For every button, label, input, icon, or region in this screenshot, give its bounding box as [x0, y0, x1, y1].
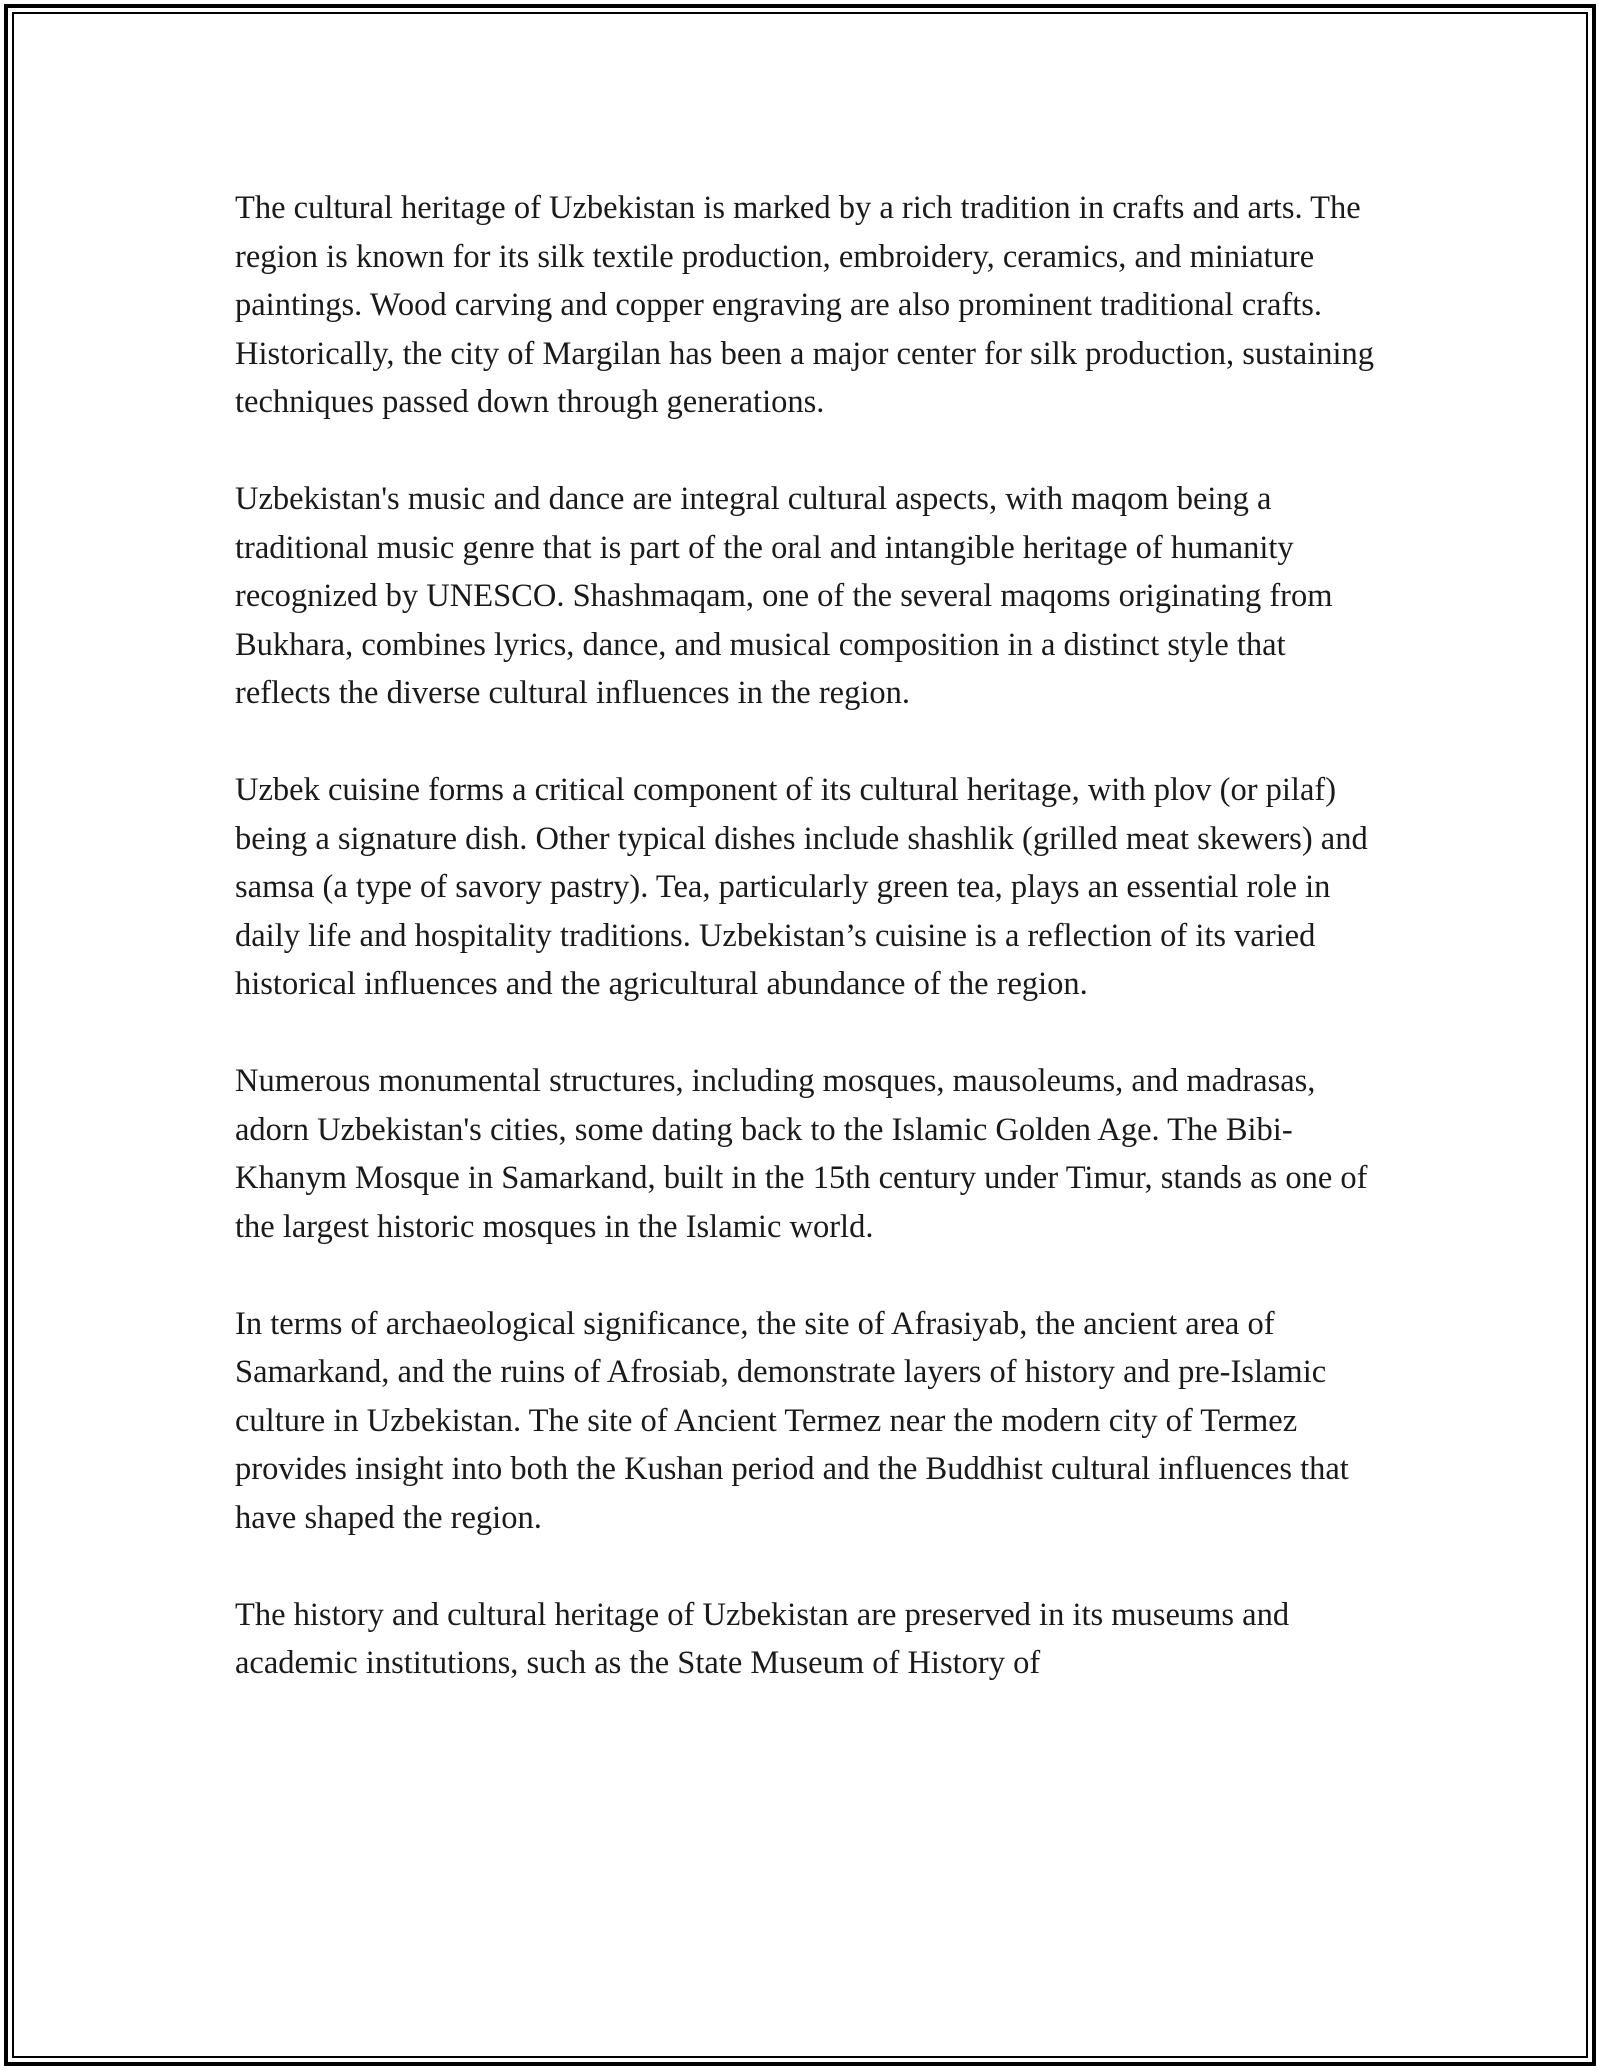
paragraph-archaeology: In terms of archaeological significance, the site of Afrasiyab, the ancient area of Samarkand, and the ruins of Afrosiab, demonstrate layers of history and pre-Islamic culture in Uzbekistan. The site of Ancient Termez near the modern city of Termez provides insight into both the Kushan period and the Buddhist cultural influences that have shaped the region. [235, 1305, 1349, 1536]
paragraph-monuments: Numerous monumental structures, including mosques, mausoleums, and madrasas, adorn Uzbekistan's cities, some dating back to the Islamic Golden Age. The Bibi-Khanym Mosque in Samarkand, built in the 15th century under Timur, stands as one of the largest historic mosques in the Islamic world. [235, 1063, 1368, 1245]
paragraph-museums: The history and cultural heritage of Uzbekistan are preserved in its museums and academic institutions, such as the State Museum of History of [235, 1596, 1290, 1681]
paragraph-crafts: The cultural heritage of Uzbekistan is marked by a rich tradition in crafts and arts. The region is known for its silk textile production, embroidery, ceramics, and miniature paintings. Wood carving and copper engraving are also prominent traditional crafts. Historically, the city of Margilan has been a major center for silk production, sustaining techniques passed down through generations. [235, 190, 1375, 420]
document-body [235, 184, 1375, 1688]
paragraph-music-dance: Uzbekistan's music and dance are integral cultural aspects, with maqom being a traditional music genre that is part of the oral and intangible heritage of humanity recognized by UNESCO. Shashmaqam, one of the several maqoms originating from Bukhara, combines lyrics, dance, and musical composition in a distinct style that reflects the diverse cultural influences in the region. [235, 481, 1333, 711]
paragraph-cuisine: Uzbek cuisine forms a critical component of its cultural heritage, with plov (or pilaf) being a signature dish. Other typical dishes include shashlik (grilled meat skewers) and samsa (a type of savory pastry). Tea, particularly green tea, plays an essential role in daily life and hospitality traditions. Uzbekistan’s cuisine is a reflection of its varied historical influences and the agricultural abundance of the region. [235, 772, 1368, 1002]
